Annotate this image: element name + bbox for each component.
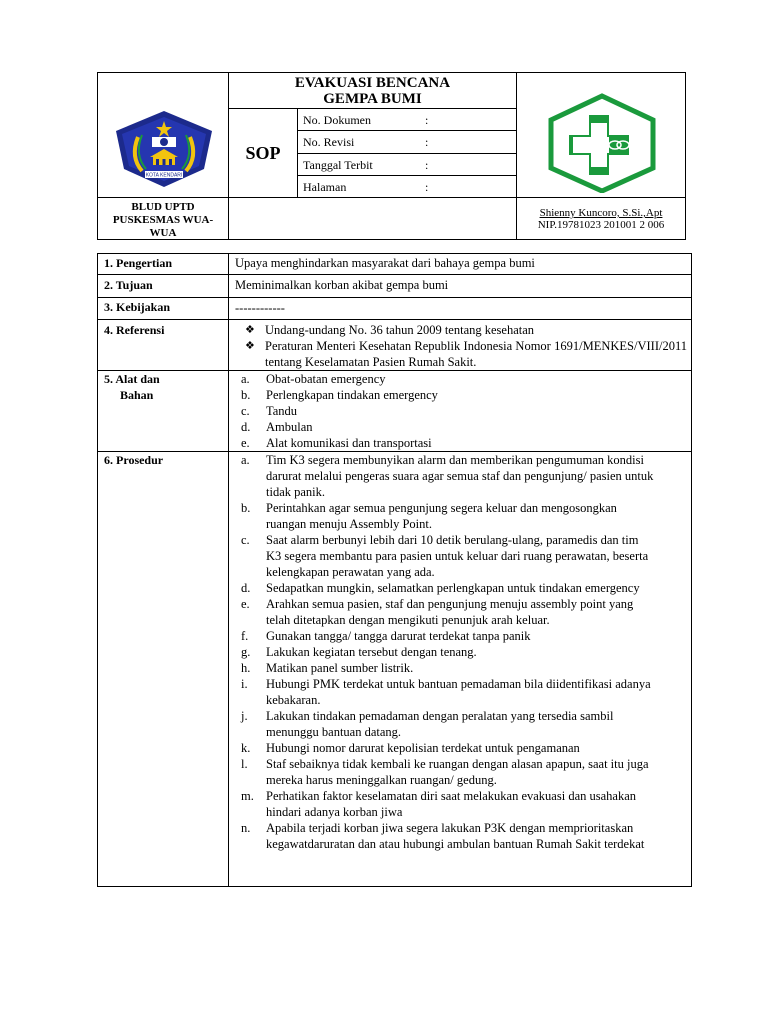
alat-bahan-list bbox=[235, 371, 687, 451]
label-prosedur: 6. Prosedur bbox=[104, 453, 164, 467]
list-item: h. Matikan panel sumber listrik. bbox=[241, 661, 414, 675]
list-item: g. Lakukan kegiatan tersebut dengan tenang. bbox=[241, 645, 477, 659]
list-item: i. Hubungi PMK terdekat untuk bantuan pemadaman bila diidentifikasi adanya kebakaran. bbox=[241, 677, 651, 707]
list-item: ❖ Undang-undang No. 36 tahun 2009 tentang kesehatan bbox=[245, 323, 535, 337]
list-item: c. Saat alarm berbunyi lebih dari 10 detik berulang-ulang, paramedis dan tim K3 segera membantu para pasien untuk keluar dari ruang perawatan, beserta kelengkapan perawatan yang ada. bbox=[241, 533, 649, 579]
list-item: k. Hubungi nomor darurat kepolisian terdekat untuk pengamanan bbox=[241, 741, 580, 755]
list-item: m. Perhatikan faktor keselamatan diri saat melakukan evakuasi dan usahakan hindari adanya korban jiwa bbox=[241, 789, 636, 819]
list-item: e. Arahkan semua pasien, staf dan pengunjung menuju assembly point yang telah ditetapkan dengan mengikuti penunjuk arah keluar. bbox=[241, 597, 634, 627]
list-item: e. Alat komunikasi dan transportasi bbox=[241, 436, 432, 450]
document-title: EVAKUASI BENCANA GEMPA BUMI bbox=[294, 75, 451, 107]
text-kebijakan: ------------ bbox=[235, 301, 285, 315]
list-item: d. Ambulan bbox=[241, 420, 313, 434]
prosedur-list bbox=[235, 452, 655, 852]
diamond-bullet-icon: ❖ bbox=[245, 340, 255, 352]
meta-row-revisi: No. Revisi : bbox=[303, 135, 429, 149]
sop-label: SOP bbox=[245, 142, 281, 163]
emblem-text: KOTA KENDARI bbox=[145, 172, 183, 179]
meta-row-halaman: Halaman : bbox=[303, 180, 429, 194]
label-tujuan: 2. Tujuan bbox=[104, 278, 153, 292]
organization-name: BLUD UPTD PUSKESMAS WUA- WUA bbox=[112, 201, 214, 239]
signatory-name: Shienny Kuncoro, S.Si.,Apt bbox=[539, 207, 663, 219]
meta-row-tanggal-terbit: Tanggal Terbit : bbox=[303, 158, 429, 172]
signatory-nip: NIP.19781023 201001 2 006 bbox=[537, 219, 665, 231]
label-referensi: 4. Referensi bbox=[104, 323, 165, 337]
label-pengertian: 1. Pengertian bbox=[104, 256, 172, 270]
label-alat-bahan: 5. Alat dan Bahan bbox=[104, 372, 160, 402]
diamond-bullet-icon: ❖ bbox=[245, 324, 255, 336]
meta-row-dokumen: No. Dokumen : bbox=[303, 113, 429, 127]
label-kebijakan: 3. Kebijakan bbox=[104, 300, 171, 314]
list-item: n. Apabila terjadi korban jiwa segera lakukan P3K dengan memprioritaskan kegawatdaruratan dan atau hubungi ambulan bantuan Rumah Sakit terdekat bbox=[241, 821, 645, 851]
header-table bbox=[97, 72, 686, 240]
referensi-list bbox=[235, 322, 687, 370]
text-tujuan: Meminimalkan korban akibat gempa bumi bbox=[235, 278, 449, 292]
list-item: f. Gunakan tangga/ tangga darurat terdekat tanpa panik bbox=[241, 629, 531, 643]
text-pengertian: Upaya menghindarkan masyarakat dari bahaya gempa bumi bbox=[235, 256, 535, 270]
list-item: b. Perlengkapan tindakan emergency bbox=[241, 388, 438, 402]
procedure-table bbox=[97, 253, 692, 887]
list-item: a. Tim K3 segera membunyikan alarm dan memberikan pengumuman kondisi darurat melalui pengeras suara agar semua staf dan pengunjung/ pasien untuk tidak panik. bbox=[241, 453, 654, 499]
list-item: ❖ Peraturan Menteri Kesehatan Republik Indonesia Nomor 1691/MENKES/VIII/2011 tentang Keselamatan Pasien Rumah Sakit. bbox=[245, 339, 687, 369]
list-item: l. Staf sebaiknya tidak kembali ke ruangan dengan alasan apapun, saat itu juga mereka harus meninggalkan ruangan/ gedung. bbox=[241, 757, 649, 787]
puskesmas-logo-icon bbox=[545, 93, 659, 193]
list-item: b. Perintahkan agar semua pengunjung segera keluar dan mengosongkan ruangan menuju Assembly Point. bbox=[241, 501, 617, 531]
list-item: j. Lakukan tindakan pemadaman dengan peralatan yang tersedia sambil menunggu bantuan datang. bbox=[241, 709, 614, 739]
list-item: a. Obat-obatan emergency bbox=[241, 372, 386, 386]
signatory-block bbox=[517, 207, 685, 231]
list-item: c. Tandu bbox=[241, 404, 298, 418]
kota-kendari-emblem-icon bbox=[112, 109, 216, 189]
list-item: d. Sedapatkan mungkin, selamatkan perlengkapan untuk tindakan emergency bbox=[241, 581, 640, 595]
